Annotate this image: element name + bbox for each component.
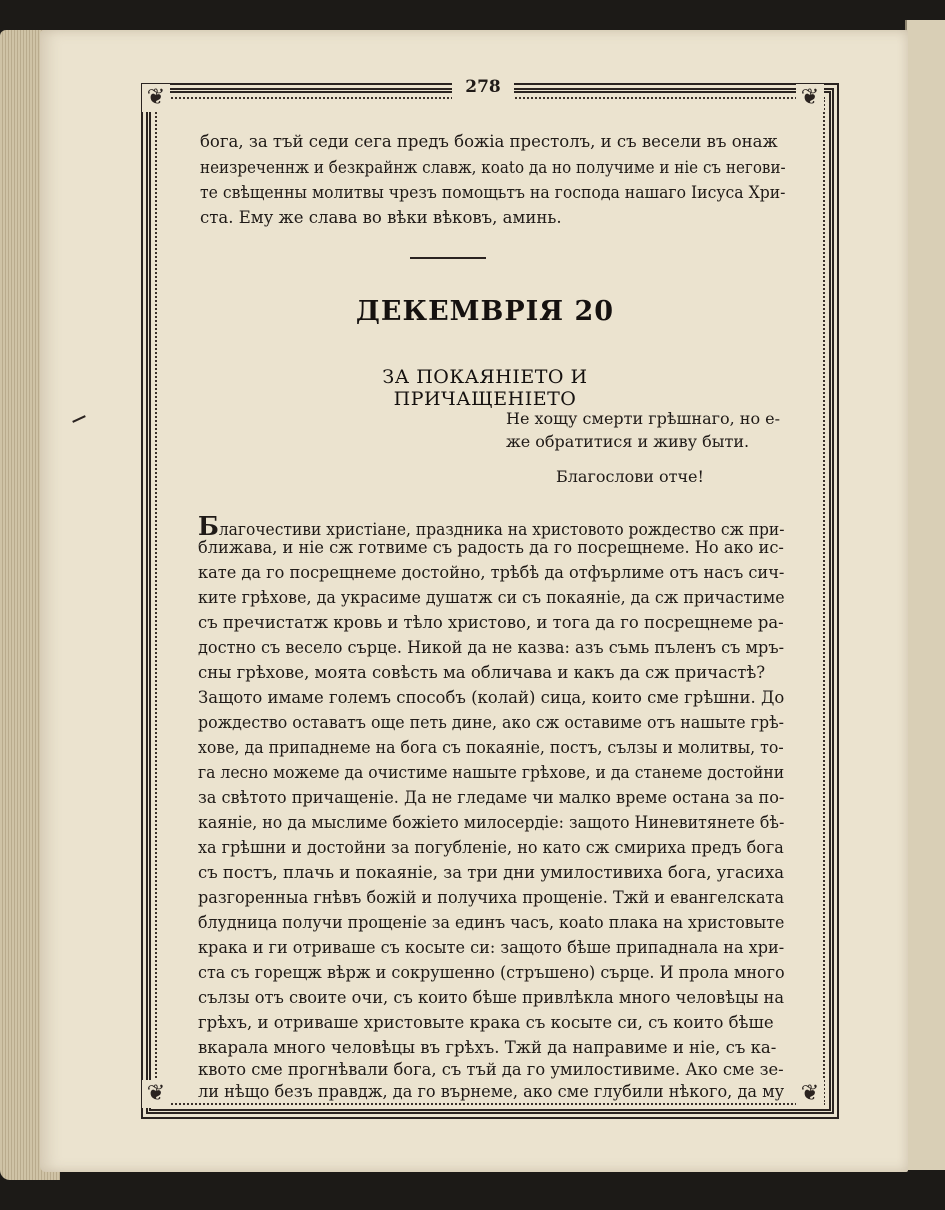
text-line-content: лагочестиви христіане, праздника на христовото рождество сж при- xyxy=(218,520,785,539)
text-line: съ постъ, плачь и покаяніе, за три дни умилостивиха бога, угасиха xyxy=(198,863,785,882)
text-line: ките грѣхове, да украсиме душатж си съ покаяніе, да сж причастиме xyxy=(198,588,785,607)
text-line: достно съ весело сърце. Никой да не казва: азъ съмь пъленъ съ мръ- xyxy=(198,638,785,657)
text-line: сны грѣхове, моята совѣсть ма обличава и какъ да сж причастѣ? xyxy=(198,663,766,682)
text-line: Защото имаме големъ способъ (колай) сица, които сме грѣшни. До xyxy=(198,688,785,707)
text-line: сълзы отъ своите очи, съ които бѣше привлѣкла много человѣцы на xyxy=(198,988,785,1007)
text-line: неизреченнж и безкрайнж славж, коato да но получиме и ніе съ негови- xyxy=(200,158,786,177)
section-subheading: ЗА ПОКАЯНІЕТО И ПРИЧАЩЕНІЕТО xyxy=(382,366,588,410)
text-line: ха грѣшни и достойни за погубленіе, но като сж смириха предъ бога xyxy=(198,838,784,857)
text-line: каяніе, но да мыслиме божіето милосердіе: защото Ниневитянете бѣ- xyxy=(198,813,785,832)
text-line: кате да го посрещнеме достойно, трѣбѣ да отфърлиме отъ насъ сич- xyxy=(198,563,785,582)
text-line: рождество оставатъ още петь дине, ако сж оставиме отъ нашыте грѣ- xyxy=(198,713,784,732)
drop-cap: Б xyxy=(198,512,219,542)
corner-ornament-icon: ❦ xyxy=(796,1080,824,1108)
epigraph-line: Не хощу смерти грѣшнаго, но е- xyxy=(506,409,781,428)
text-line: вкарала много человѣцы въ грѣхъ. Тжй да направиме и ніе, съ ка- xyxy=(198,1038,777,1057)
corner-ornament-icon: ❦ xyxy=(796,84,824,112)
text-line: га лесно можеме да очистиме нашыте грѣхове, и да станеме достойни xyxy=(198,763,785,782)
blessing-line: Благослови отче! xyxy=(556,467,704,486)
text-line: разгоренныа гнѣвъ божій и получиха прощеніе. Тжй и евангелската xyxy=(198,888,785,907)
corner-ornament-icon: ❦ xyxy=(142,1080,170,1108)
text-line: бога, за тъй седи сега предъ божіа престолъ, и съ весели въ онаж xyxy=(200,132,778,151)
text-line: квото сме прогнѣвали бога, съ тъй да го умилостивиме. Ако сме зе- xyxy=(198,1060,784,1079)
text-line: крака и ги отриваше съ косыте си: защото бѣше припаднала на хри- xyxy=(198,938,785,957)
text-line: блудница получи прощеніе за единъ часъ, коato плака на христовыте xyxy=(198,913,785,932)
facing-page-edge xyxy=(905,20,945,1170)
corner-ornament-icon: ❦ xyxy=(142,84,170,112)
text-line: за свѣтото причащеніе. Да не гледаме чи малко време остана за по- xyxy=(198,788,785,807)
text-line: съ пречистатж кровь и тѣло христово, и тога да го посрещнеме ра- xyxy=(198,613,784,632)
section-divider xyxy=(410,257,486,259)
text-line: ста. Ему же слава во вѣки вѣковъ, аминь. xyxy=(200,208,562,227)
section-heading: ДЕКЕМВРІЯ 20 xyxy=(355,296,615,327)
text-line: те свѣщенны молитвы чрезъ помощьтъ на господа нашаго Іисуса Хри- xyxy=(200,183,786,202)
text-line: ли нѣщо безъ правдж, да го върнеме, ако сме глубили нѣкого, да му xyxy=(198,1082,785,1101)
text-line: ста съ горещж вѣрж и сокрушенно (стръшено) сърце. И прола много xyxy=(198,963,785,982)
epigraph-line: же обратитися и живу быти. xyxy=(506,432,750,451)
text-line: хове, да припаднеме на бога съ покаяніе, постъ, сълзы и молитвы, то- xyxy=(198,738,784,757)
page-number: 278 xyxy=(452,74,514,100)
text-line: ближава, и ніе сж готвиме съ радость да го посрещнеме. Но ако ис- xyxy=(198,538,784,557)
text-line: грѣхъ, и отриваше христовыте крака съ косыте си, съ които бѣше xyxy=(198,1013,774,1032)
